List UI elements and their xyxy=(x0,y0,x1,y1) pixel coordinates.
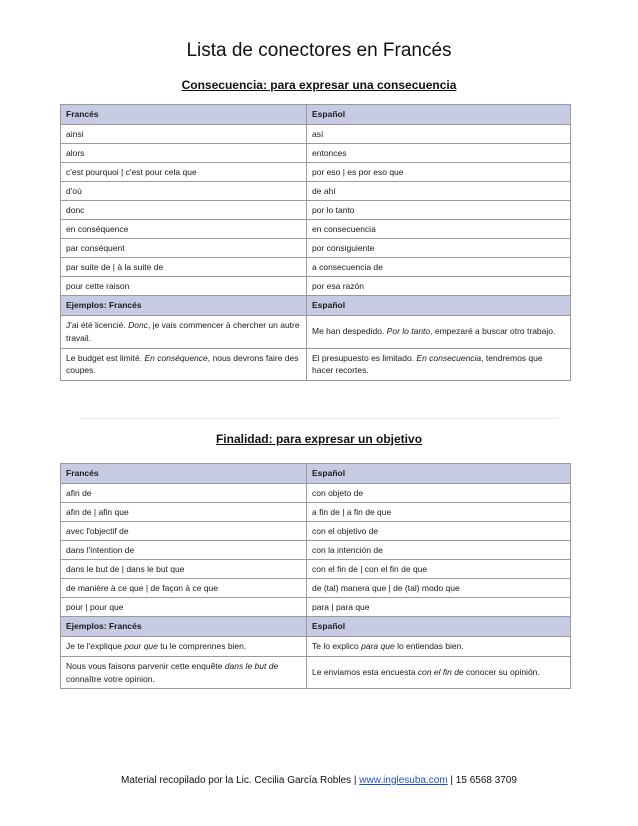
example-text: , nous devrons faire des coupes. xyxy=(66,352,299,376)
cell-frances: par conséquent xyxy=(61,239,307,258)
cell-espanol: a fin de | a fin de que xyxy=(307,503,571,522)
section-title-consecuencia: Consecuencia: para expresar una consecuencia xyxy=(181,78,457,92)
footer xyxy=(0,775,638,786)
column-header-espanol: Español xyxy=(307,464,571,484)
cell-espanol: por eso | es por eso que xyxy=(307,163,571,182)
example-row xyxy=(61,316,571,349)
example-text: conocer su opinión. xyxy=(463,667,540,678)
example-text: connaître votre opinion. xyxy=(66,673,155,684)
table-consecuencia xyxy=(60,104,571,381)
example-espanol xyxy=(307,637,571,657)
cell-espanol: en consecuencia xyxy=(307,220,571,239)
table-row xyxy=(61,598,571,617)
example-text: Je te l'explique xyxy=(66,641,125,651)
table-row xyxy=(61,277,571,296)
cell-frances: pour cette raison xyxy=(61,277,307,296)
example-text: , tendremos que hacer recortes. xyxy=(312,352,543,376)
example-text: El presupuesto es limitado. xyxy=(312,352,417,363)
footer-phone: | 15 6568 3709 xyxy=(447,775,517,786)
example-text: lo entiendas bien. xyxy=(394,641,464,651)
cell-espanol: con el fin de | con el fin de que xyxy=(307,560,571,579)
table-row xyxy=(61,560,571,579)
cell-espanol: para | para que xyxy=(307,598,571,617)
cell-frances: afin de | afin que xyxy=(61,503,307,522)
cell-frances: pour | pour que xyxy=(61,598,307,617)
examples-header-espanol: Español xyxy=(307,617,571,637)
connector-highlight: Donc xyxy=(128,320,148,330)
example-text: J'ai été licencié. xyxy=(66,320,129,330)
table-row xyxy=(61,579,571,598)
connector-highlight: con el fin de xyxy=(417,667,464,678)
examples-header-row xyxy=(61,296,571,316)
cell-espanol: de (tal) manera que | de (tal) modo que xyxy=(307,579,571,598)
example-row xyxy=(61,348,571,381)
cell-frances: ainsi xyxy=(61,125,307,144)
cell-frances: dans l'intention de xyxy=(61,541,307,560)
cell-frances: de manière à ce que | de façon à ce que xyxy=(61,579,307,598)
cell-espanol: entonces xyxy=(307,144,571,163)
table-row xyxy=(61,144,571,163)
example-row xyxy=(61,656,571,689)
example-text: Le enviamos esta encuesta xyxy=(312,667,418,678)
table-row xyxy=(61,258,571,277)
connector-highlight: para que xyxy=(361,641,395,651)
table-finalidad xyxy=(60,463,571,689)
example-text: , je vais commencer à chercher un autre travail. xyxy=(66,320,300,343)
table-row xyxy=(61,239,571,258)
example-frances xyxy=(61,656,307,689)
example-frances xyxy=(61,637,307,657)
example-espanol xyxy=(307,656,571,689)
cell-espanol: con el objetivo de xyxy=(307,522,571,541)
table-row xyxy=(61,220,571,239)
footer-text: Material recopilado por la Lic. Cecilia García Robles | xyxy=(121,775,360,786)
cell-espanol: por lo tanto xyxy=(307,201,571,220)
table-row xyxy=(61,484,571,503)
cell-frances: par suite de | à la suite de xyxy=(61,258,307,277)
page-title: Lista de conectores en Francés xyxy=(186,40,452,61)
examples-header-espanol: Español xyxy=(307,296,571,316)
examples-header-frances: Ejemplos: Francés xyxy=(61,617,307,637)
connector-highlight: En consecuencia xyxy=(416,352,482,363)
cell-frances: donc xyxy=(61,201,307,220)
section-title-finalidad: Finalidad: para expresar un objetivo xyxy=(215,432,423,446)
example-text: Me han despedido. xyxy=(312,326,387,337)
example-text: tu le comprennes bien. xyxy=(157,641,247,651)
table-row xyxy=(61,201,571,220)
column-header-espanol: Español xyxy=(307,105,571,125)
connector-highlight: Por lo tanto xyxy=(386,326,431,337)
cell-espanol: por consiguiente xyxy=(307,239,571,258)
cell-frances: afin de xyxy=(61,484,307,503)
table-row xyxy=(61,182,571,201)
cell-frances: dans le but de | dans le but que xyxy=(61,560,307,579)
table-row xyxy=(61,503,571,522)
connector-highlight: En conséquence xyxy=(144,352,208,363)
cell-espanol: con objeto de xyxy=(307,484,571,503)
cell-espanol: con la intención de xyxy=(307,541,571,560)
connector-highlight: dans le but de xyxy=(224,660,279,671)
table-row xyxy=(61,163,571,182)
column-header-frances: Francés xyxy=(61,105,307,125)
examples-header-frances: Ejemplos: Francés xyxy=(61,296,307,316)
example-row xyxy=(61,637,571,657)
cell-frances: alors xyxy=(61,144,307,163)
table-header-row xyxy=(61,105,571,125)
divider xyxy=(80,418,558,419)
example-text: Le budget est limité. xyxy=(66,352,145,363)
cell-frances: d'où xyxy=(61,182,307,201)
cell-frances: c'est pourquoi | c'est pour cela que xyxy=(61,163,307,182)
cell-frances: en conséquence xyxy=(61,220,307,239)
table-row xyxy=(61,541,571,560)
cell-frances: avec l'objectif de xyxy=(61,522,307,541)
example-text: Nous vous faisons parvenir cette enquête xyxy=(66,660,225,671)
cell-espanol: a consecuencia de xyxy=(307,258,571,277)
cell-espanol: por esa razón xyxy=(307,277,571,296)
example-text: , empezaré a buscar otro trabajo. xyxy=(430,326,556,337)
example-text: Te lo explico xyxy=(312,641,362,651)
examples-header-row xyxy=(61,617,571,637)
table-row xyxy=(61,125,571,144)
example-espanol xyxy=(307,316,571,349)
cell-espanol: de ahí xyxy=(307,182,571,201)
column-header-frances: Francés xyxy=(61,464,307,484)
footer-link[interactable]: www.inglesuba.com xyxy=(359,775,448,786)
example-frances xyxy=(61,348,307,381)
table-row xyxy=(61,522,571,541)
cell-espanol: así xyxy=(307,125,571,144)
example-espanol xyxy=(307,348,571,381)
table-header-row xyxy=(61,464,571,484)
connector-highlight: pour que xyxy=(124,641,158,651)
example-frances xyxy=(61,316,307,349)
